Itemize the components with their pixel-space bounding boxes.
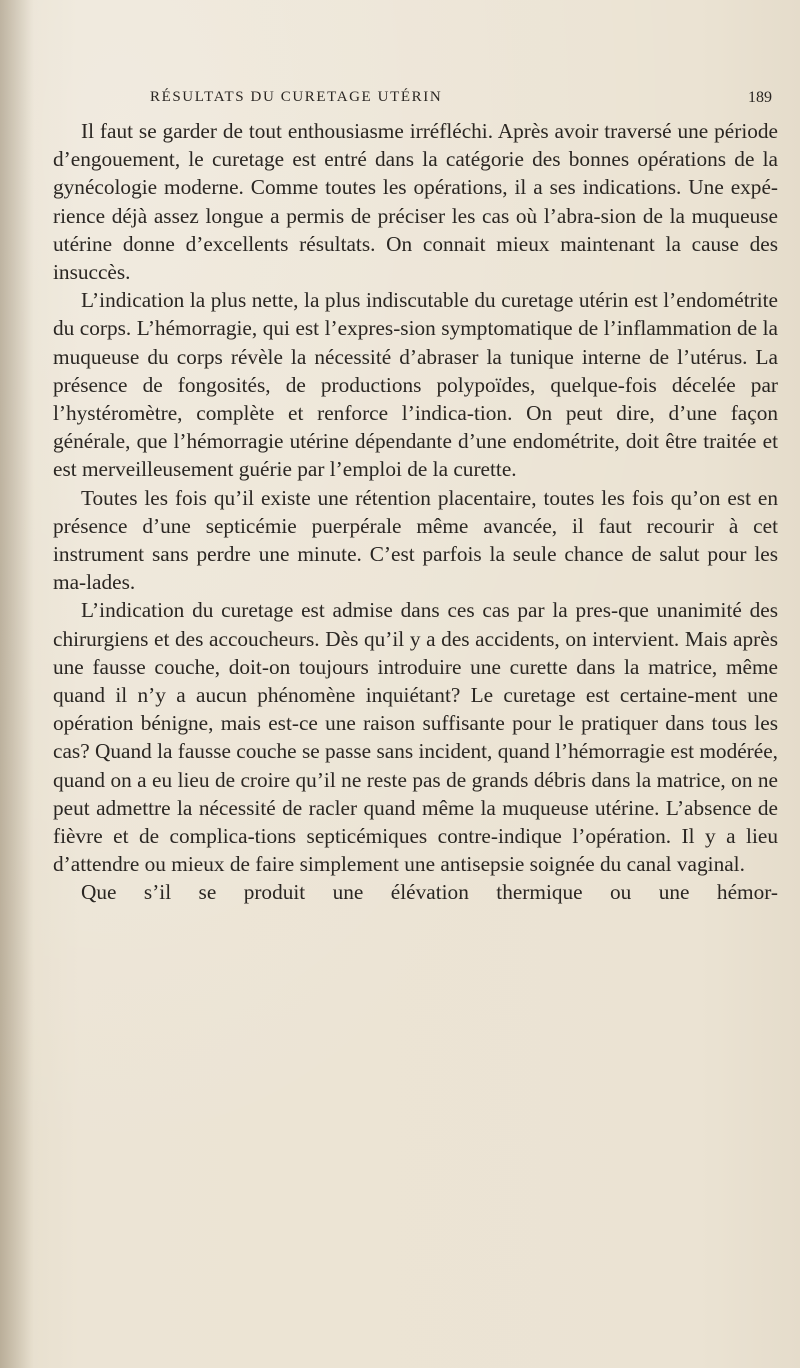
paragraph-3: Toutes les fois qu’il existe une rétention placentaire, toutes les fois qu’on est en présence d’une septicémie puerpérale même avancée, il faut recourir à cet instrument sans perdre une minute. C’est parfois la seule chance de salut pour les ma-lades. (53, 485, 778, 595)
gutter-shadow (0, 0, 34, 1368)
paragraph-5: Que s’il se produit une élévation thermique ou une hémor- (81, 880, 778, 905)
page-number: 189 (748, 89, 772, 106)
body-text (53, 117, 778, 907)
running-header: RÉSULTATS DU CURETAGE UTÉRIN (150, 89, 443, 105)
paragraph-1: Il faut se garder de tout enthousiasme irréfléchi. Après avoir traversé une période d’engouement, le curetage est entré dans la catégorie des bonnes opérations de la gynécologie moderne. Comme toutes les opérations, il a ses indications. Une expé-rience déjà assez longue a permis de préciser les cas où l’abra-sion de la muqueuse utérine donne d’excellents résultats. On connait mieux maintenant la cause des insuccès. (53, 119, 778, 285)
paragraph-2: L’indication la plus nette, la plus indiscutable du curetage utérin est l’endométrite du corps. L’hémorragie, qui est l’expres-sion symptomatique de l’inflammation de la muqueuse du corps révèle la nécessité d’abraser la tunique interne de l’utérus. La présence de fongosités, de productions polypoïdes, quelque-fois décelée par l’hystéromètre, complète et renforce l’indica-tion. On peut dire, d’une façon générale, que l’hémorragie utérine dépendante d’une endométrite, doit être traitée et est merveilleusement guérie par l’emploi de la curette. (53, 288, 778, 482)
paragraph-4: L’indication du curetage est admise dans ces cas par la pres-que unanimité des chirurgiens et des accoucheurs. Dès qu’il y a des accidents, on intervient. Mais après une fausse couche, doit-on toujours introduire une curette dans la matrice, même quand il n’y a aucun phénomène inquiétant? Le curetage est certaine-ment une opération bénigne, mais est-ce une raison suffisante pour le pratiquer dans tous les cas? Quand la fausse couche se passe sans incident, quand l’hémorragie est modérée, quand on a eu lieu de croire qu’il ne reste pas de grands débris dans la matrice, on ne peut admettre la nécessité de racler quand même la muqueuse utérine. L’absence de fièvre et de complica-tions septicémiques contre-indique l’opération. Il y a lieu d’attendre ou mieux de faire simplement une antisepsie soignée du canal vaginal. (53, 598, 778, 877)
